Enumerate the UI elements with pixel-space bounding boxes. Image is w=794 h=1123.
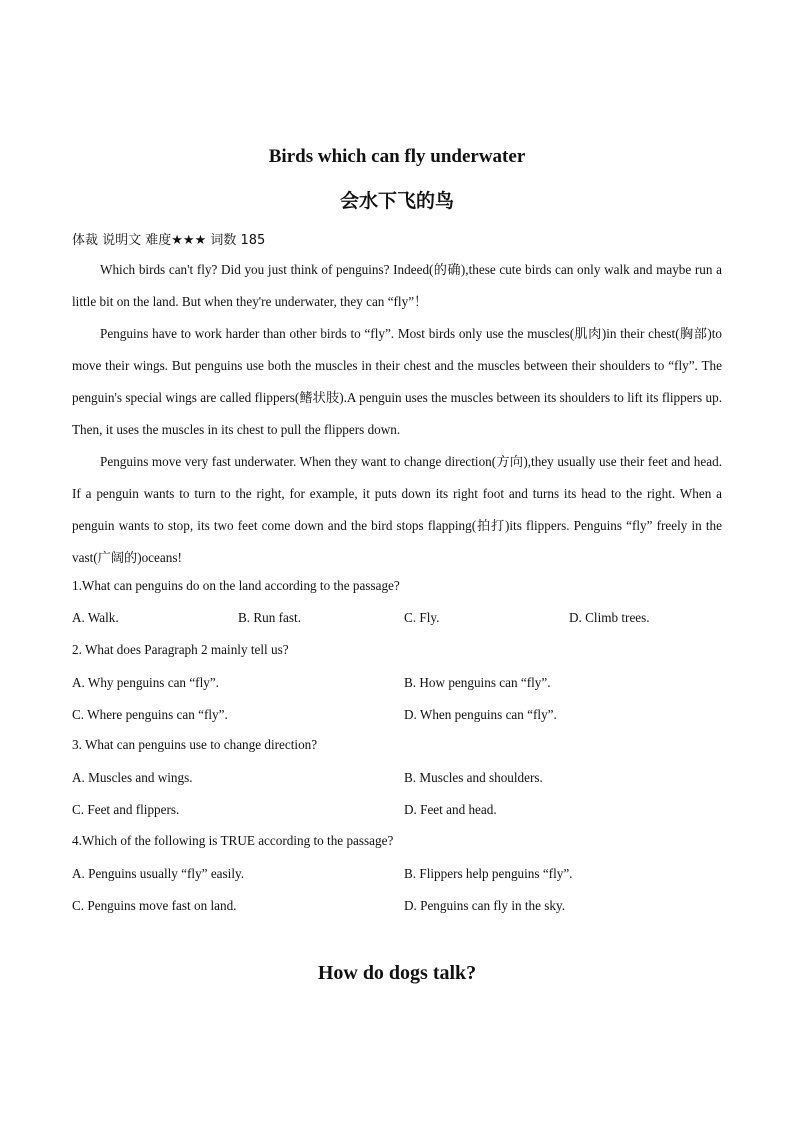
- option-b: B. Flippers help penguins “fly”.: [404, 866, 573, 881]
- option-d: D. When penguins can “fly”.: [404, 707, 557, 722]
- question-stem: 2. What does Paragraph 2 mainly tell us?: [72, 642, 289, 657]
- option-a: A. Muscles and wings.: [72, 770, 193, 785]
- option-d: D. Penguins can fly in the sky.: [404, 898, 566, 913]
- option-d: D. Climb trees.: [569, 610, 650, 625]
- option-c: C. Where penguins can “fly”.: [72, 707, 228, 722]
- option-c: C. Penguins move fast on land.: [72, 898, 237, 913]
- passage-body: [72, 254, 722, 574]
- passage-title-chinese: 会水下飞的鸟: [339, 190, 454, 212]
- option-b: B. Run fast.: [238, 610, 302, 625]
- next-passage-title: How do dogs talk?: [317, 962, 477, 984]
- option-d: D. Feet and head.: [404, 802, 497, 817]
- option-b: B. Muscles and shoulders.: [404, 770, 543, 785]
- paragraph-3: Penguins move very fast underwater. When they want to change direction(方向),they usually use their feet and head. If a penguin wants to turn to the right, for example, it puts down its right foot and turns its head to the right. When a penguin wants to stop, its two feet come down and the bird stops flapping(拍打)its flippers. Penguins “fly” freely in the vast(广阔的)oceans!: [72, 454, 722, 565]
- option-c: C. Fly.: [404, 610, 440, 625]
- question-stem: 3. What can penguins use to change direction?: [72, 737, 318, 752]
- option-b: B. How penguins can “fly”.: [404, 675, 551, 690]
- option-c: C. Feet and flippers.: [72, 802, 180, 817]
- question-stem: 1.What can penguins do on the land according to the passage?: [72, 578, 400, 593]
- question-stem: 4.Which of the following is TRUE according to the passage?: [72, 833, 394, 848]
- passage-title-english: Birds which can fly underwater: [268, 146, 526, 167]
- passage-meta-info: 体裁 说明文 难度★★★ 词数 185: [72, 233, 266, 248]
- option-a: A. Penguins usually “fly” easily.: [72, 866, 245, 881]
- option-a: A. Walk.: [72, 610, 119, 625]
- option-a: A. Why penguins can “fly”.: [72, 675, 219, 690]
- paragraph-1: Which birds can't fly? Did you just think of penguins? Indeed(的确),these cute birds can only walk and maybe run a little bit on the land. But when they're underwater, they can “fly”！: [72, 262, 722, 309]
- paragraph-2: Penguins have to work harder than other birds to “fly”. Most birds only use the muscles(肌肉)in their chest(胸部)to move their wings. But penguins use both the muscles in their chest and the muscles between their shoulders to “fly”. The penguin's special wings are called flippers(鳍状肢).A penguin uses the muscles between its shoulders to lift its flippers up. Then, it uses the muscles in its chest to pull the flippers down.: [72, 326, 722, 437]
